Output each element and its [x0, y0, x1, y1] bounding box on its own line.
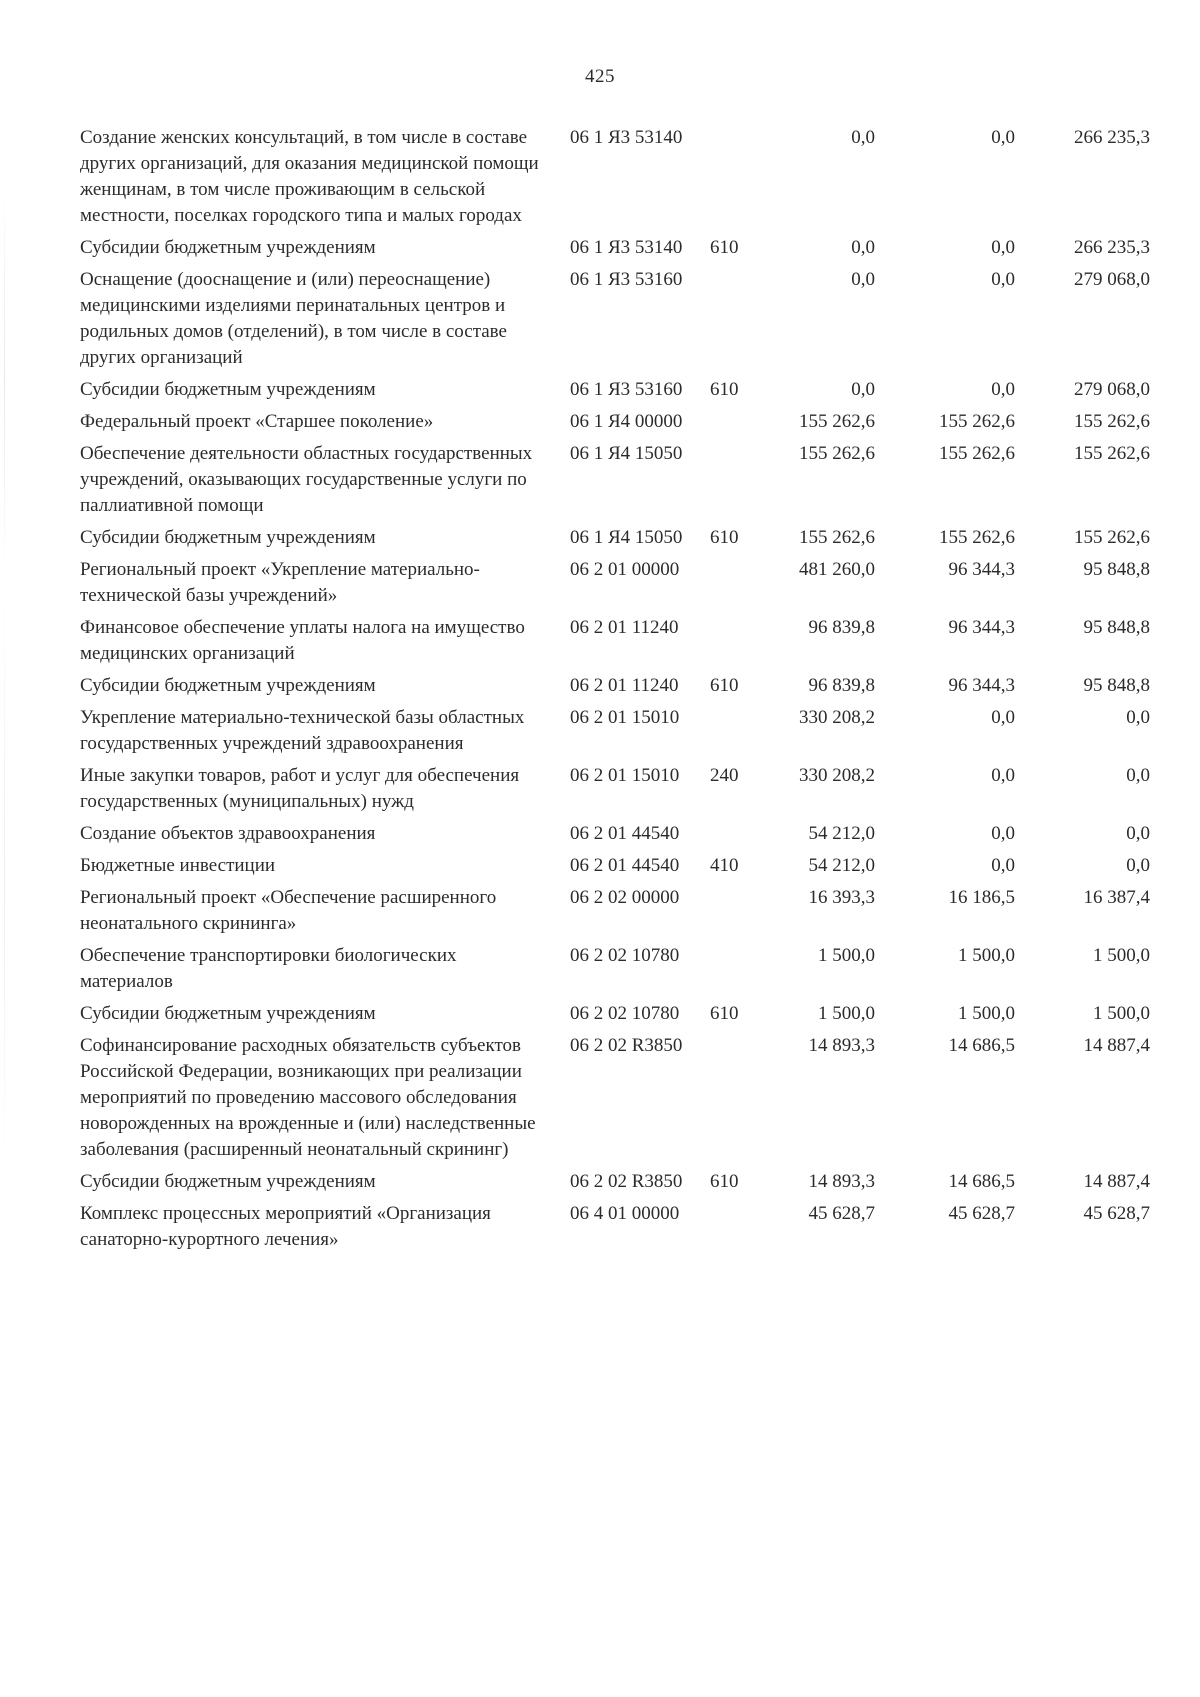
item-name: Субсидии бюджетным учреждениям [80, 237, 376, 258]
item-name: Иные закупки товаров, работ и услуг для обеспечения государственных (муниципальных) нужд [80, 765, 520, 812]
item-name: Субсидии бюджетным учреждениям [80, 1003, 376, 1024]
amount-3: 155 262,6 [1074, 411, 1150, 432]
amount-2: 0,0 [991, 269, 1015, 290]
expense-type-code: 410 [710, 855, 739, 876]
amount-1: 14 893,3 [808, 1035, 875, 1056]
table-row [80, 821, 1150, 853]
table-row [80, 943, 1150, 1001]
amount-2: 0,0 [991, 127, 1015, 148]
amount-2: 1 500,0 [958, 1003, 1015, 1024]
amount-3: 0,0 [1126, 707, 1150, 728]
amount-3: 155 262,6 [1074, 443, 1150, 464]
amount-1: 0,0 [851, 237, 875, 258]
table-row [80, 853, 1150, 885]
table-row [80, 1201, 1150, 1259]
item-name: Обеспечение деятельности областных государственных учреждений, оказывающих государственные услуги по паллиативной помощи [80, 443, 533, 516]
expense-type-code: 610 [710, 379, 739, 400]
amount-1: 155 262,6 [799, 527, 875, 548]
amount-1: 14 893,3 [808, 1171, 875, 1192]
item-name: Субсидии бюджетным учреждениям [80, 527, 376, 548]
item-code: 06 2 01 44540 [570, 855, 680, 876]
item-code: 06 2 02 00000 [570, 887, 680, 908]
amount-1: 1 500,0 [818, 945, 875, 966]
amount-1: 0,0 [851, 379, 875, 400]
amount-2: 155 262,6 [939, 443, 1015, 464]
expense-type-code: 610 [710, 237, 739, 258]
expense-type-code [700, 885, 755, 943]
item-code: 06 2 02 R3850 [570, 1171, 683, 1192]
table-row [80, 673, 1150, 705]
expense-type-code [700, 1201, 755, 1259]
amount-2: 0,0 [991, 765, 1015, 786]
amount-1: 330 208,2 [799, 707, 875, 728]
table-row [80, 441, 1150, 525]
table-row [80, 1169, 1150, 1201]
item-code: 06 1 Я3 53140 [570, 127, 683, 148]
item-code: 06 2 01 15010 [570, 707, 680, 728]
item-code: 06 4 01 00000 [570, 1203, 680, 1224]
amount-3: 279 068,0 [1074, 379, 1150, 400]
expense-type-code [700, 821, 755, 853]
amount-3: 0,0 [1126, 823, 1150, 844]
amount-3: 1 500,0 [1093, 945, 1150, 966]
item-code: 06 1 Я4 00000 [570, 411, 683, 432]
table-row [80, 615, 1150, 673]
item-code: 06 1 Я4 15050 [570, 527, 683, 548]
item-code: 06 2 02 10780 [570, 945, 680, 966]
item-code: 06 2 02 R3850 [570, 1035, 683, 1056]
amount-3: 279 068,0 [1074, 269, 1150, 290]
table-row [80, 1033, 1150, 1169]
item-name: Федеральный проект «Старшее поколение» [80, 411, 434, 432]
expense-type-code: 610 [710, 675, 739, 696]
item-name: Создание женских консультаций, в том числе в составе других организаций, для оказания медицинской помощи женщинам, в том числе проживающим в сельской местности, поселках городского типа и малых городах [80, 127, 539, 226]
scan-edge-mark [4, 180, 5, 1180]
amount-1: 0,0 [851, 269, 875, 290]
item-code: 06 2 01 11240 [570, 617, 679, 638]
amount-2: 96 344,3 [948, 675, 1015, 696]
amount-2: 155 262,6 [939, 527, 1015, 548]
amount-3: 14 887,4 [1083, 1035, 1150, 1056]
amount-2: 0,0 [991, 237, 1015, 258]
expense-type-code [700, 267, 755, 377]
expense-type-code [700, 1033, 755, 1169]
amount-3: 14 887,4 [1083, 1171, 1150, 1192]
amount-3: 266 235,3 [1074, 237, 1150, 258]
table-row [80, 377, 1150, 409]
expense-type-code: 240 [710, 765, 739, 786]
amount-2: 96 344,3 [948, 617, 1015, 638]
amount-2: 1 500,0 [958, 945, 1015, 966]
amount-2: 14 686,5 [948, 1035, 1015, 1056]
expense-type-code [700, 409, 755, 441]
amount-2: 14 686,5 [948, 1171, 1015, 1192]
item-code: 06 1 Я3 53160 [570, 269, 683, 290]
amount-2: 96 344,3 [948, 559, 1015, 580]
amount-1: 0,0 [851, 127, 875, 148]
item-code: 06 2 01 44540 [570, 823, 680, 844]
item-name: Субсидии бюджетным учреждениям [80, 379, 376, 400]
expense-type-code [700, 441, 755, 525]
item-code: 06 1 Я3 53140 [570, 237, 683, 258]
table-row [80, 885, 1150, 943]
table-row [80, 409, 1150, 441]
amount-1: 481 260,0 [799, 559, 875, 580]
amount-1: 1 500,0 [818, 1003, 875, 1024]
expense-type-code: 610 [710, 1003, 739, 1024]
expense-type-code [700, 557, 755, 615]
item-code: 06 1 Я3 53160 [570, 379, 683, 400]
table-row [80, 1001, 1150, 1033]
amount-1: 330 208,2 [799, 765, 875, 786]
item-code: 06 2 01 11240 [570, 675, 679, 696]
amount-2: 0,0 [991, 855, 1015, 876]
amount-3: 155 262,6 [1074, 527, 1150, 548]
expense-type-code [700, 705, 755, 763]
item-name: Региональный проект «Обеспечение расширенного неонатального скрининга» [80, 887, 497, 934]
amount-2: 16 186,5 [948, 887, 1015, 908]
table-row [80, 235, 1150, 267]
amount-2: 45 628,7 [948, 1203, 1015, 1224]
amount-2: 0,0 [991, 823, 1015, 844]
expense-type-code [700, 943, 755, 1001]
item-code: 06 2 01 15010 [570, 765, 680, 786]
item-name: Комплекс процессных мероприятий «Организация санаторно-курортного лечения» [80, 1203, 491, 1250]
expense-type-code [700, 125, 755, 235]
item-name: Региональный проект «Укрепление материально-технической базы учреждений» [80, 559, 480, 606]
table-row [80, 705, 1150, 763]
amount-2: 0,0 [991, 379, 1015, 400]
amount-1: 96 839,8 [808, 675, 875, 696]
amount-1: 54 212,0 [808, 823, 875, 844]
amount-1: 155 262,6 [799, 443, 875, 464]
table-row [80, 557, 1150, 615]
budget-table [80, 125, 1150, 1259]
amount-3: 95 848,8 [1083, 559, 1150, 580]
expense-type-code [700, 615, 755, 673]
item-name: Финансовое обеспечение уплаты налога на имущество медицинских организаций [80, 617, 525, 664]
item-name: Укрепление материально-технической базы областных государственных учреждений здравоохранения [80, 707, 525, 754]
amount-3: 266 235,3 [1074, 127, 1150, 148]
item-code: 06 2 01 00000 [570, 559, 680, 580]
table-row [80, 525, 1150, 557]
item-name: Оснащение (дооснащение и (или) переоснащение) медицинскими изделиями перинатальных центров и родильных домов (отделений), в том числе в составе других организаций [80, 269, 507, 368]
item-code: 06 1 Я4 15050 [570, 443, 683, 464]
amount-3: 95 848,8 [1083, 675, 1150, 696]
item-name: Софинансирование расходных обязательств субъектов Российской Федерации, возникающих при реализации мероприятий по проведению массового обследования новорожденных на врожденные и (или) наследственные заболевания (расширенный неонатальный скрининг) [80, 1035, 536, 1160]
amount-1: 96 839,8 [808, 617, 875, 638]
page-number: 425 [585, 66, 615, 87]
table-row [80, 125, 1150, 235]
item-name: Субсидии бюджетным учреждениям [80, 1171, 376, 1192]
amount-3: 0,0 [1126, 765, 1150, 786]
item-name: Субсидии бюджетным учреждениям [80, 675, 376, 696]
amount-2: 0,0 [991, 707, 1015, 728]
amount-3: 0,0 [1126, 855, 1150, 876]
table-row [80, 267, 1150, 377]
amount-3: 1 500,0 [1093, 1003, 1150, 1024]
amount-2: 155 262,6 [939, 411, 1015, 432]
item-code: 06 2 02 10780 [570, 1003, 680, 1024]
table-row [80, 763, 1150, 821]
amount-1: 45 628,7 [808, 1203, 875, 1224]
item-name: Бюджетные инвестиции [80, 855, 276, 876]
expense-type-code: 610 [710, 527, 739, 548]
expense-type-code: 610 [710, 1171, 739, 1192]
amount-1: 16 393,3 [808, 887, 875, 908]
item-name: Создание объектов здравоохранения [80, 823, 376, 844]
amount-3: 16 387,4 [1083, 887, 1150, 908]
amount-1: 155 262,6 [799, 411, 875, 432]
amount-3: 45 628,7 [1083, 1203, 1150, 1224]
amount-3: 95 848,8 [1083, 617, 1150, 638]
item-name: Обеспечение транспортировки биологических материалов [80, 945, 457, 992]
amount-1: 54 212,0 [808, 855, 875, 876]
